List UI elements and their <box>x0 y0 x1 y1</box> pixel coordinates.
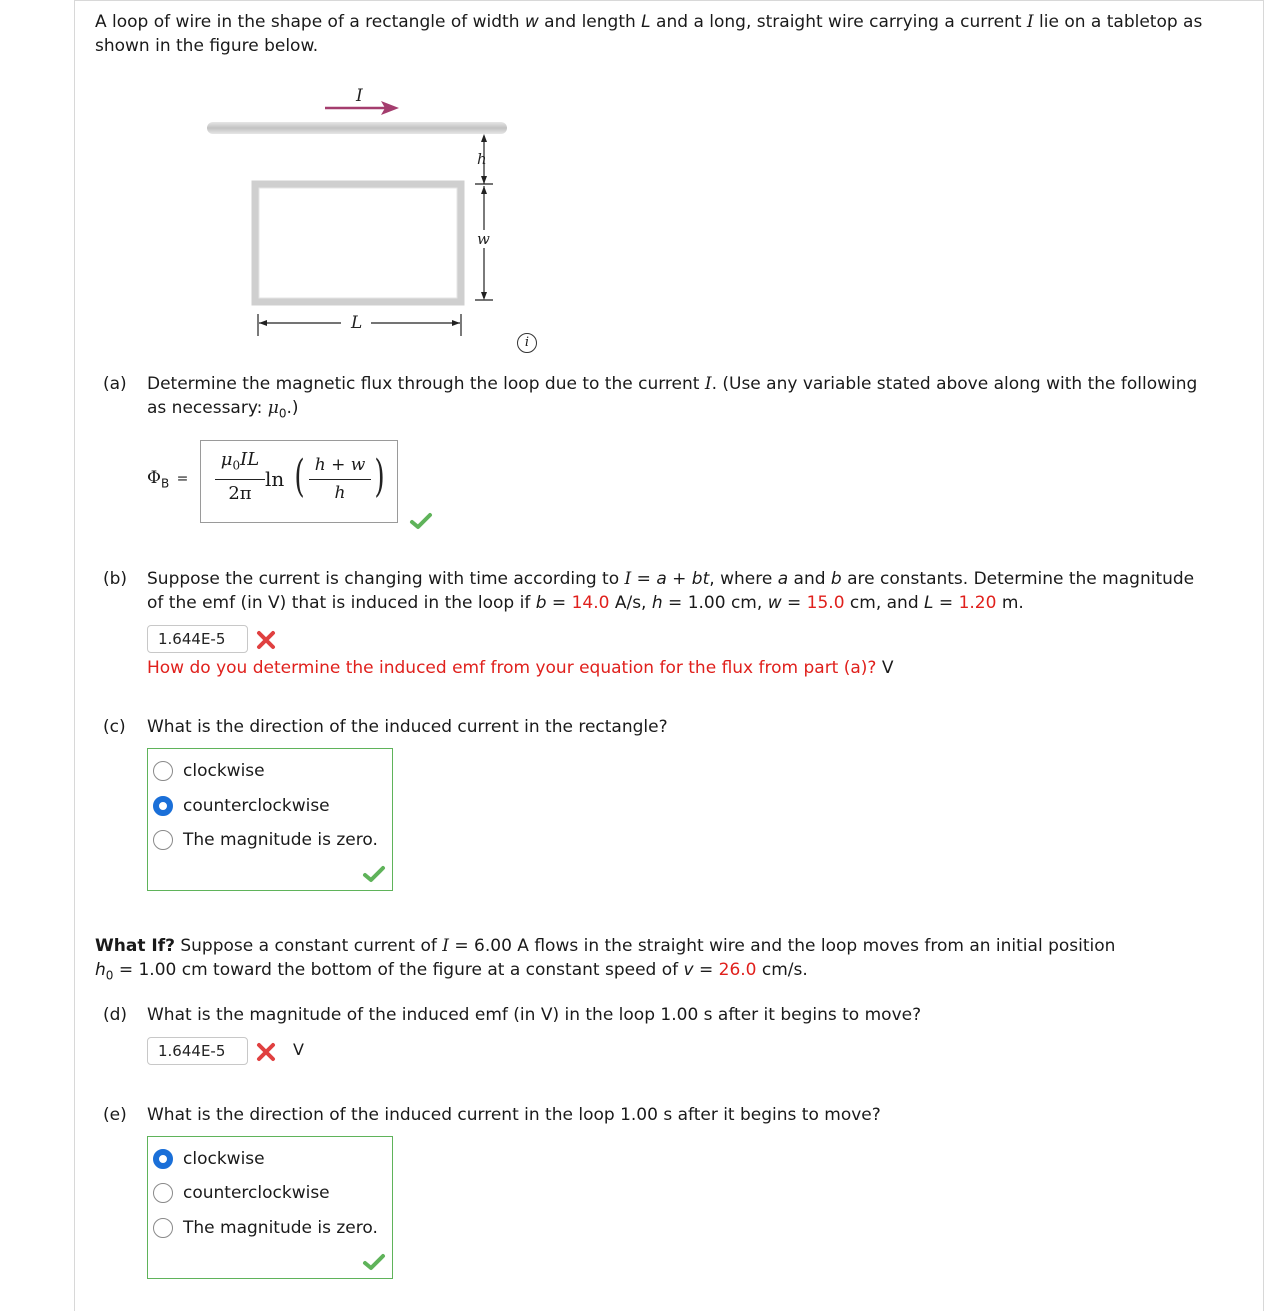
radio-button[interactable] <box>153 830 173 850</box>
part-d-answer-input[interactable]: 1.644E-5 <box>147 1037 248 1065</box>
radio-button[interactable] <box>153 1183 173 1203</box>
straight-wire <box>207 122 507 134</box>
part-e-options <box>147 1136 393 1279</box>
check-icon <box>362 865 386 883</box>
h-dimension-label: h <box>477 150 487 168</box>
part-d-question: What is the magnitude of the induced emf (in V) in the loop 1.00 s after it begins to move? <box>147 1005 922 1025</box>
option-zero[interactable]: The magnitude is zero. <box>153 828 378 852</box>
option-counterclockwise[interactable]: counterclockwise <box>153 794 330 818</box>
inner-denominator: h <box>334 483 346 503</box>
option-clockwise[interactable]: clockwise <box>153 1147 265 1171</box>
flux-symbol: $\Phi_B$ = <box>147 468 189 491</box>
part-c-question: What is the direction of the induced current in the rectangle? <box>147 717 668 737</box>
intro-paragraph: A loop of wire in the shape of a rectangle of width w and length L and a long, straight wire carrying a current I lie on a tabletop as shown in the figure below. <box>95 12 1203 56</box>
part-e-label: (e) <box>103 1105 127 1125</box>
part-d-unit: V <box>293 1040 304 1059</box>
option-zero[interactable]: The magnitude is zero. <box>153 1216 378 1240</box>
flux-answer-formula[interactable] <box>200 440 398 523</box>
figure-wire-loop <box>195 78 555 368</box>
formula-denominator: 2π <box>228 483 252 504</box>
current-label: I <box>356 86 363 106</box>
radio-button-selected[interactable] <box>153 796 173 816</box>
part-b-answer-input[interactable]: 1.644E-5 <box>147 625 248 653</box>
part-e-question: What is the direction of the induced current in the loop 1.00 s after it begins to move? <box>147 1105 881 1125</box>
radio-button[interactable] <box>153 761 173 781</box>
option-clockwise[interactable]: clockwise <box>153 759 265 783</box>
what-if-paragraph: What If? Suppose a constant current of I = 6.00 A flows in the straight wire and the loop moves from an initial position $h_0 = 1.00$ cm toward the bottom of the figure at a constant speed of v = 26.0 cm/s. <box>95 936 1116 983</box>
inner-numerator: h + w <box>314 455 366 475</box>
part-a-question: Determine the magnetic flux through the loop due to the current I. (Use any variable stated above along with the following as necessary: $\mu_0$.) <box>147 374 1198 421</box>
part-b-label: (b) <box>103 569 128 589</box>
w-dimension-label: w <box>477 230 490 248</box>
radio-button-selected[interactable] <box>153 1149 173 1169</box>
incorrect-x-icon <box>256 1042 276 1062</box>
formula-numerator: $\mu_0IL$ <box>220 449 260 473</box>
right-paren: ) <box>374 451 385 502</box>
option-counterclockwise[interactable]: counterclockwise <box>153 1181 330 1205</box>
left-paren: ( <box>294 451 305 502</box>
radio-button[interactable] <box>153 1218 173 1238</box>
part-c-options <box>147 748 393 891</box>
part-d-label: (d) <box>103 1005 128 1025</box>
info-icon[interactable]: i <box>517 333 537 353</box>
part-b-hint: How do you determine the induced emf from your equation for the flux from part (a)? V <box>147 658 894 678</box>
L-dimension-label: L <box>351 313 363 333</box>
formula-ln: ln <box>265 467 285 491</box>
incorrect-x-icon <box>256 630 276 650</box>
check-icon <box>409 512 433 530</box>
part-a-label: (a) <box>103 374 127 394</box>
part-c-label: (c) <box>103 717 126 737</box>
check-icon <box>362 1253 386 1271</box>
part-b-question: Suppose the current is changing with time according to I = a + bt, where a and b are constants. Determine the magnitude of the emf (in V) that is induced in the loop if b = 14.0 A/s, h = 1.00 cm, w = 15.0 cm, and L = 1.20 m. <box>147 569 1195 613</box>
